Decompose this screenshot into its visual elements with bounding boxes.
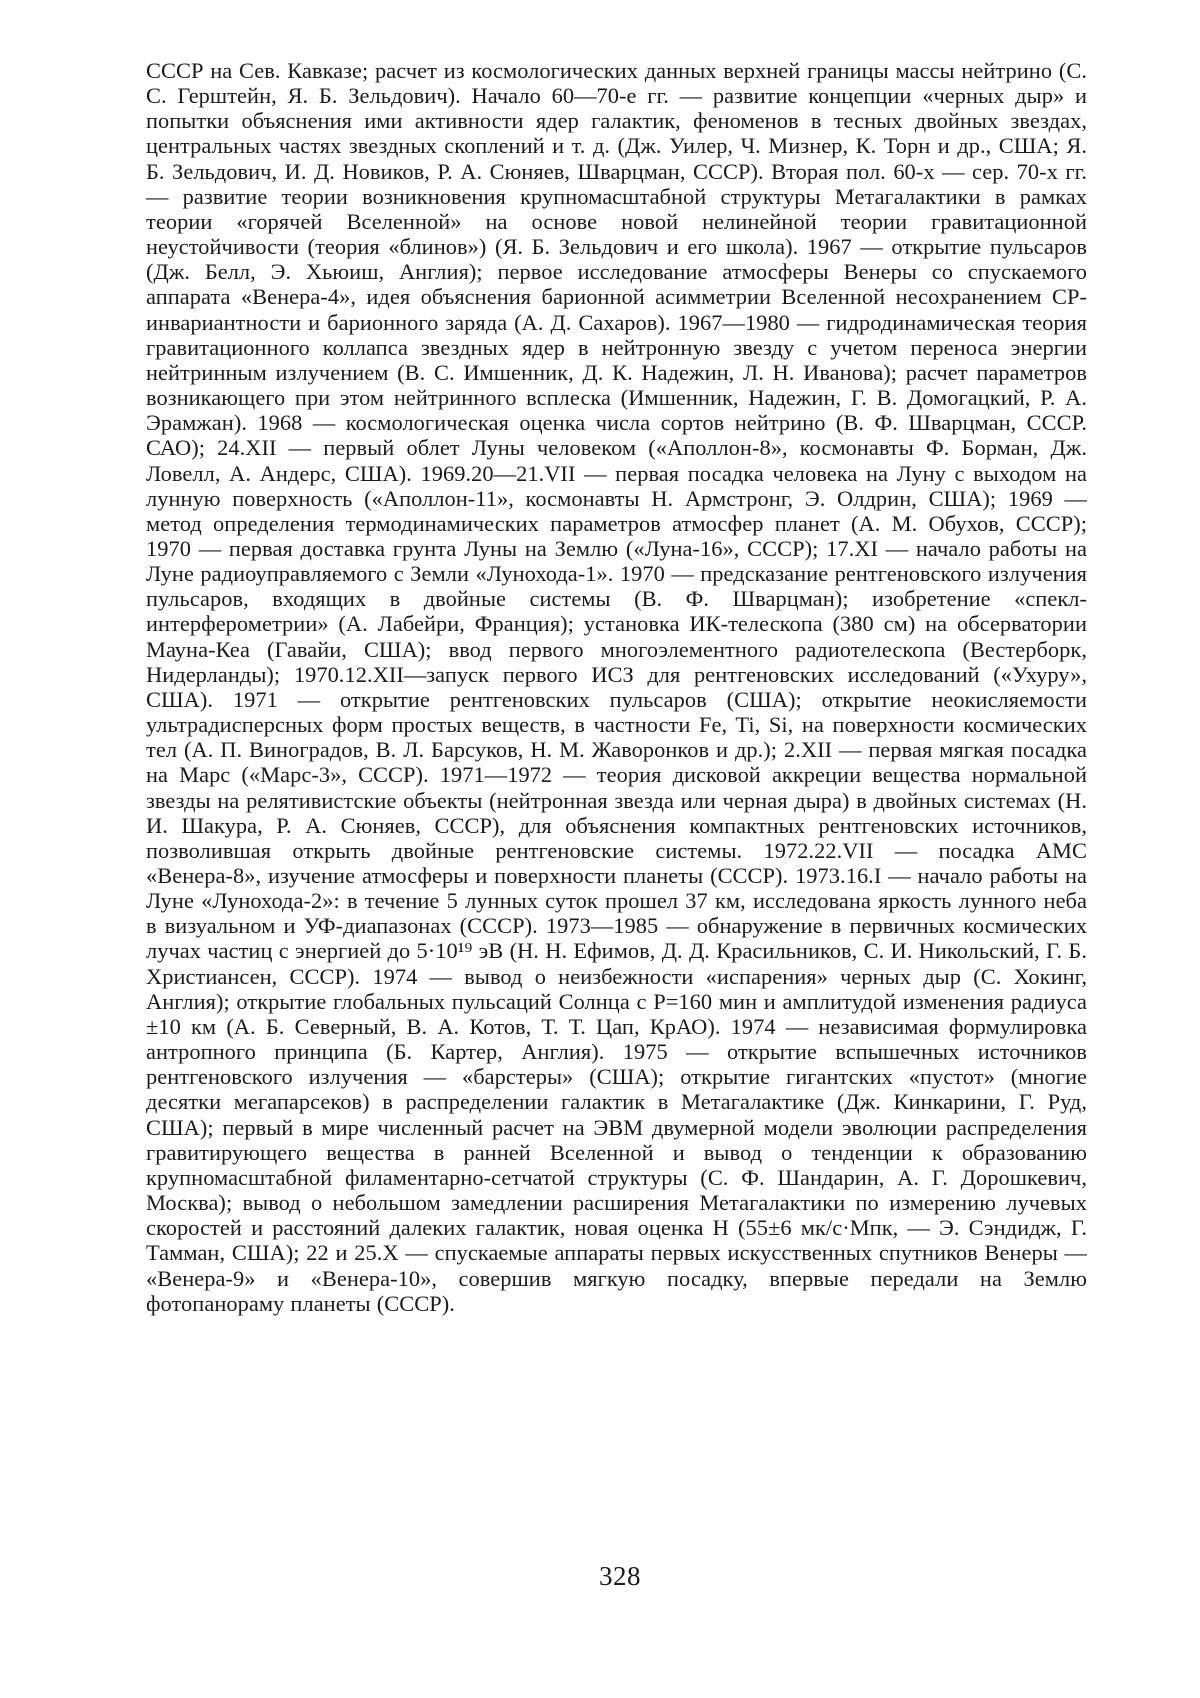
body-text-block	[146, 58, 1087, 1316]
body-paragraph: СССР на Сев. Кавказе; расчет из космологических данных верхней границы массы нейтрино (С. С. Герштейн, Я. Б. Зельдович). Начало 60—70-е гг. — развитие концепции «черных дыр» и попытки объяснения ими активности ядер галактик, феноменов в тесных двойных звездах, центральных частях звездных скоплений и т. д. (Дж. Уилер, Ч. Мизнер, К. Торн и др., США; Я. Б. Зельдович, И. Д. Новиков, Р. А. Сюняев, Шварцман, СССР). Вторая пол. 60-х — сер. 70-х гг. — развитие теории возникновения крупномасштабной структуры Метагалактики в рамках теории «горячей Вселенной» на основе новой нелинейной теории гравитационной неустойчивости (теория «блинов») (Я. Б. Зельдович и его школа). 1967 — открытие пульсаров (Дж. Белл, Э. Хьюиш, Англия); первое исследование атмосферы Венеры со спускаемого аппарата «Венера-4», идея объяснения барионной асимметрии Вселенной несохранением CP-инвариантности и барионного заряда (А. Д. Сахаров). 1967—1980 — гидродинамическая теория гравитационного коллапса звездных ядер в нейтронную звезду с учетом переноса энергии нейтринным излучением (В. С. Имшенник, Д. К. Надежин, Л. Н. Иванова); расчет параметров возникающего при этом нейтринного всплеска (Имшенник, Надежин, Г. В. Домогацкий, Р. А. Эрамжан). 1968 — космологическая оценка числа сортов нейтрино (В. Ф. Шварцман, СССР. САО); 24.XII — первый облет Луны человеком («Аполлон-8», космонавты Ф. Борман, Дж. Ловелл, А. Андерс, США). 1969.20—21.VII — первая посадка человека на Луну с выходом на лунную поверхность («Аполлон-11», космонавты Н. Армстронг, Э. Олдрин, США); 1969 — метод определения термодинамических параметров атмосфер планет (А. М. Обухов, СССР); 1970 — первая доставка грунта Луны на Землю («Луна-16», СССР); 17.XI — начало работы на Луне радиоуправляемого с Земли «Лунохода-1». 1970 — предсказание рентгеновского излучения пульсаров, входящих в двойные системы (В. Ф. Шварцман); изобретение «спекл-интерферометрии» (А. Лабейри, Франция); установка ИК-телескопа (380 см) на обсерватории Мауна-Кеа (Гавайи, США); ввод первого многоэлементного радиотелескопа (Вестерборк, Нидерланды); 1970.12.XII—запуск первого ИСЗ для рентгеновских исследований («Ухуру», США). 1971 — открытие рентгеновских пульсаров (США); открытие неокисляемости ультрадисперсных форм простых веществ, в частности Fe, Ti, Si, на поверхности космических тел (А. П. Виноградов, В. Л. Барсуков, Н. М. Жаворонков и др.); 2.XII — первая мягкая посадка на Марс («Марс-3», СССР). 1971—1972 — теория дисковой аккреции вещества нормальной звезды на релятивистские объекты (нейтронная звезда или черная дыра) в двойных системах (Н. И. Шакура, Р. А. Сюняев, СССР), для объяснения компактных рентгеновских источников, позволившая открыть двойные рентгеновские системы. 1972.22.VII — посадка АМС «Венера-8», изучение атмосферы и поверхности планеты (СССР). 1973.16.I — начало работы на Луне «Лунохода-2»: в течение 5 лунных суток прошел 37 км, исследована яркость лунного неба в визуальном и УФ-диапазонах (СССР). 1973—1985 — обнаружение в первичных космических лучах частиц с энергией до 5·10¹⁹ эВ (Н. Н. Ефимов, Д. Д. Красильников, С. И. Никольский, Г. Б. Христиансен, СССР). 1974 — вывод о неизбежности «испарения» черных дыр (С. Хокинг, Англия); открытие глобальных пульсаций Солнца с P=160 мин и амплитудой изменения радиуса ±10 км (А. Б. Северный, В. А. Котов, Т. Т. Цап, КрАО). 1974 — независимая формулировка антропного принципа (Б. Картер, Англия). 1975 — открытие вспышечных источников рентгеновского излучения — «барстеры» (США); открытие гигантских «пустот» (многие десятки мегапарсеков) в распределении галактик в Метагалактике (Дж. Кинкарини, Г. Руд, США); первый в мире численный расчет на ЭВМ двумерной модели эволюции распределения гравитирующего вещества в ранней Вселенной и вывод о тенденции к образованию крупномасштабной филаментарно-сетчатой структуры (С. Ф. Шандарин, А. Г. Дорошкевич, Москва); вывод о небольшом замедлении расширения Метагалактики по измерению лучевых скоростей и расстояний далеких галактик, новая оценка H (55±6 мк/с·Мпк, — Э. Сэндидж, Г. Тамман, США); 22 и 25.X — спускаемые аппараты первых искусственных спутников Венеры — «Венера-9» и «Венера-10», совершив мягкую посадку, впервые передали на Землю фотопанораму планеты (СССР).	[146, 58, 1087, 1316]
page-number: 328	[599, 1561, 641, 1591]
